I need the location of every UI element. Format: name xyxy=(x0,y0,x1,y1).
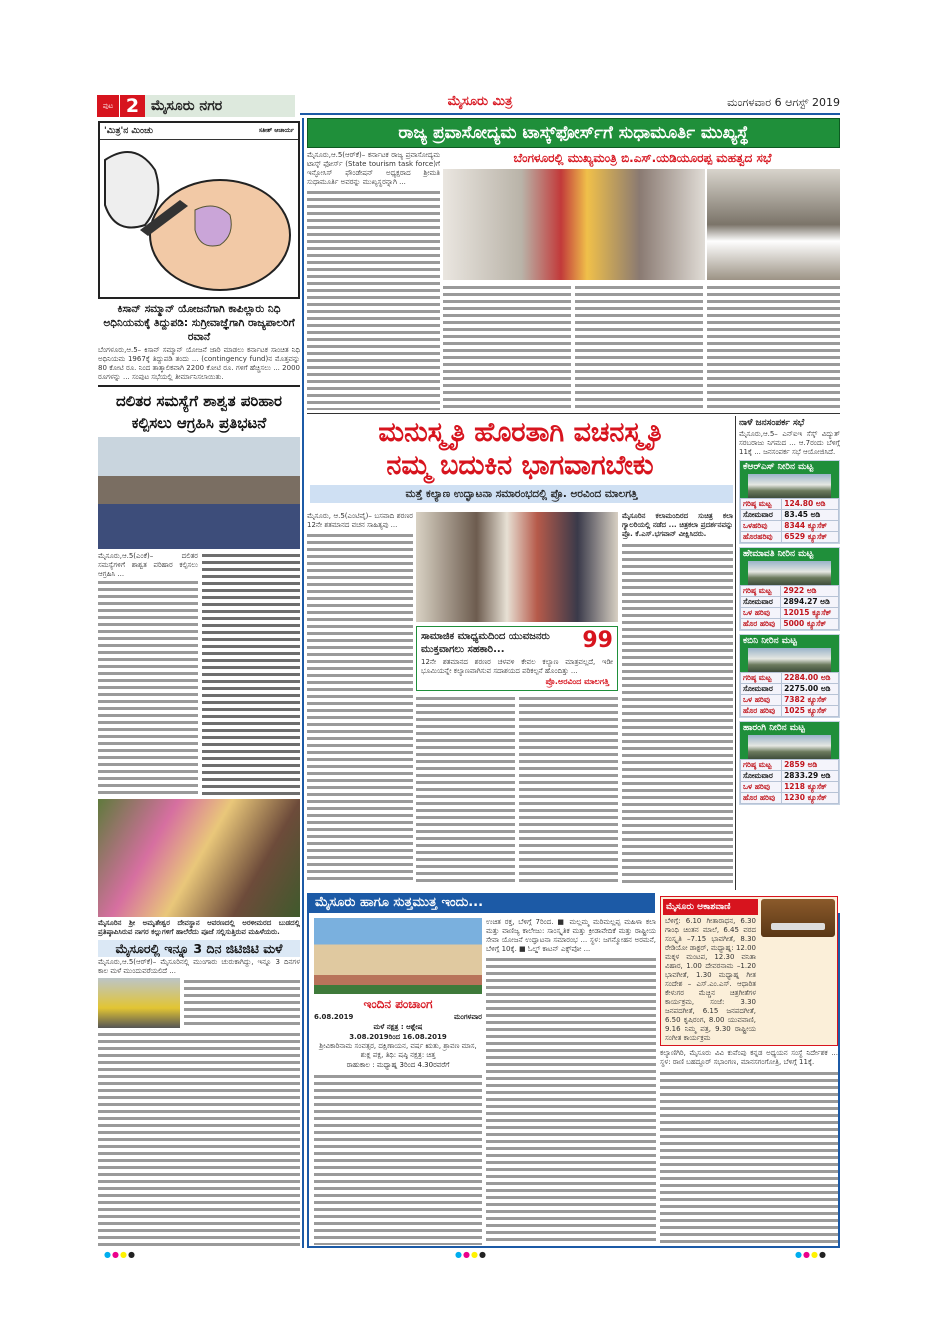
cartoon-title xyxy=(100,123,298,140)
janasampark-body: ಮೈಸೂರು,ಆ.5– ಎನ್‌ಐಇ ಸೆಸ್ಕ್ ವಿದ್ಯುತ್ ಸರಬರಾಜು ನಿಗಮದ ... ಆ.7ರಂದು ಬೆಳಿಗ್ಗೆ 11ಕ್ಕೆ ... ಜನಸಂಪರ್ಕ ಸಭೆ ಆಯೋಜಿಸಿದೆ. xyxy=(739,430,840,456)
lead-text-col1 xyxy=(307,189,440,410)
quote-title: ಸಾಮಾಜಿಕ ಮಾಧ್ಯಮದಿಂದ ಯುವಜನರು ಮುಕ್ತವಾಗಲು ಸಹಕಾರಿ... xyxy=(421,631,550,655)
rain-body: ಮೈಸೂರು,ಆ.5(ಆರ್‌ಕೆ)– ಮೈಸೂರಿನಲ್ಲಿ ಮುಂಗಾರು ಚುರುಕಾಗಿದ್ದು, ಇನ್ನೂ 3 ದಿನಗಳ ಕಾಲ ಮಳೆ ಮುಂದುವರೆಯಲಿದೆ ... xyxy=(98,957,300,975)
quote-author: ಪ್ರೊ.ಅರವಿಂದ ಮಾಲಗತ್ತಿ xyxy=(545,677,609,686)
dam-photo xyxy=(748,561,831,585)
lead-text-col4 xyxy=(707,284,840,410)
dam-level-box xyxy=(739,460,840,544)
lead-body: ಮೈಸೂರು,ಆ.5(ಆರ್‌ಕೆ)– ಕರ್ನಾಟಕ ರಾಜ್ಯ ಪ್ರವಾಸೋದ್ಯಮ ಟಾಸ್ಕ್ ಫೋರ್ಸ್ (State tourism task force)ಗೆ ಇನ್ಫೋಸಿಸ್ ಫೌಂಡೇಷನ್ ಅಧ್ಯಕ್ಷರಾದ ಶ್ರೀಮತಿ ಸುಧಾಮೂರ್ತಿ ಅವರನ್ನು ಮುಖ್ಯಸ್ಥರನ್ನಾಗಿ ... xyxy=(307,151,440,186)
cartoon-artist: ಸತೀಶ್ ಆಚಾರ್ಯ xyxy=(258,127,294,134)
meeting-photo xyxy=(707,169,840,280)
dam-photo xyxy=(748,648,831,672)
dam-title: ಹೇಮಾವತಿ ನೀರಿನ ಮಟ್ಟ xyxy=(743,549,814,559)
palace-photo xyxy=(314,918,482,994)
radio-schedule: ಬೆಳಿಗ್ಗೆ: 6.10 ಗೀತಾರಾಧನ, 6.30 ಗಾಂಧಿ ಚಿಂತನ ಮಾಲೆ, 6.45 ವರದ ಸಂಸ್ಕೃತಿ –7.15 ಭಾವಗೀತೆ, 8.30 ರೇಡಿಯೋ ಡಾಕ್ಟರ್, ಮಧ್ಯಾಹ್ನ: 12.00 ಮಕ್ಕಳ ಮಂಟಪ, 12.30 ವನಿತಾ ವಿಹಾರ, 1.00 ದೇವರನಾಮ –1.20 ಭಾವಗೀತೆ, 1.30 ಮಧ್ಯಾಹ್ನ ಗೀತ ಸಂದೇಶ – ಎಸ್.ಎಂ.ಎಸ್. ಆಧಾರಿತ ಕೇಳುಗರ ಮೆಚ್ಚಿನ ಚಿತ್ರಗೀತೆಗಳ ಕಾರ್ಯಕ್ರಮ, ಸಂಜೆ: 3.30 ಜನಪದಗೀತೆ, 6.15 ಜನಪದಗೀತೆ, 6.50 ಕೃಷಿರಂಗ, 8.00 ಯುವವಾಣಿ, 9.16 ನಿಮ್ಮ ಪತ್ರ, 9.30 ರಾಷ್ಟ್ರೀಯ ಸಂಗೀತ ಕಾರ್ಯಕ್ರಮ xyxy=(665,917,756,1042)
lead-text-col2 xyxy=(443,284,571,410)
quote-text-row xyxy=(416,695,618,884)
dam-level-box xyxy=(739,634,840,718)
dalit-col1 xyxy=(98,552,198,795)
dam-row-value: 1230 ಕ್ಯೂಸೆಕ್ xyxy=(782,793,839,804)
dam-row-label: ಒಳ ಹರಿವು xyxy=(741,782,782,793)
right-column xyxy=(739,417,840,890)
dam-row-value: 2894.27 ಅಡಿ xyxy=(781,597,839,608)
sudhamurthy-photo xyxy=(443,169,705,280)
dam-table xyxy=(740,759,839,804)
dam-row-value: 2859 ಅಡಿ xyxy=(782,760,839,771)
header-rule xyxy=(300,113,840,115)
dam-row xyxy=(741,532,839,543)
radio-column xyxy=(660,896,838,1245)
page-number: 2 xyxy=(119,95,145,117)
dam-row-label: ಹೊರ ಹರಿವು xyxy=(741,706,782,717)
column-rule xyxy=(302,118,304,1248)
manusmriti-subhead: ಮತ್ತೆ ಕಲ್ಯಾಣ ಉದ್ಘಾಟನಾ ಸಮಾರಂಭದಲ್ಲಿ ಪ್ರೊ. ಅರವಿಂದ ಮಾಲಗತ್ತಿ xyxy=(310,485,733,503)
dam-row-label: ಸೋಮವಾರ xyxy=(741,597,781,608)
headline-line-2: ನಮ್ಮ ಬದುಕಿನ ಭಾಗವಾಗಬೇಕು xyxy=(386,450,654,481)
rain-headline: ಮೈಸೂರಲ್ಲಿ ಇನ್ನೂ 3 ದಿನ ಜಿಟಿಜಿಟಿ ಮಳೆ xyxy=(98,940,300,957)
dam-row xyxy=(741,684,839,695)
janasampark-title: ನಾಳೆ ಜನಸಂಪರ್ಕ ಸಭೆ xyxy=(739,418,805,428)
radio-title: ಮೈಸೂರು ಆಕಾಶವಾಣಿ xyxy=(663,899,758,915)
dam-row xyxy=(741,521,839,532)
today-body: ಉಚಿತ ರಕ್ತ, ಬೆಳಿಗ್ಗೆ 7ರಿಂದ. ■ ಮಲ್ಲಮ್ಮ ಮರಿಮಲ್ಲಪ್ಪ ಮಹಿಳಾ ಕಲಾ ಮತ್ತು ವಾಣಿಜ್ಯ ಕಾಲೇಜು: ಸಾಂಸ್ಕೃತಿಕ ಮತ್ತು ಕ್ರೀಡಾವೇದಿಕೆ ಮತ್ತು ರಾಷ್ಟ್ರೀಯ ಸೇವಾ ಯೋಜನೆ ಉದ್ಘಾಟನಾ ಸಮಾರಂಭ ... ಸ್ಥಳ: ಜಗನ್ಮೋಹನ ಅರಮನೆ, ಬೆಳಿಗ್ಗೆ 10ಕ್ಕೆ. ■ ಓಲ್ಡ್ ಕಾಟನ್ ಎಕ್ಸ್‌ಪೋ ... xyxy=(486,918,656,953)
dam-row xyxy=(741,510,839,521)
manusmriti-col1 xyxy=(307,512,413,884)
masthead: ಮೈಸೂರು ಮಿತ್ರ xyxy=(447,94,513,109)
dam-row xyxy=(741,673,839,684)
dam-row-label: ಗರಿಷ್ಠ ಮಟ್ಟ xyxy=(741,760,782,771)
dam-level-box xyxy=(739,721,840,805)
lead-headline: ರಾಜ್ಯ ಪ್ರವಾಸೋದ್ಯಮ ಟಾಸ್ಕ್‌ಫೋರ್ಸ್‌ಗೆ ಸುಧಾಮೂರ್ತಿ ಮುಖ್ಯಸ್ಥೆ xyxy=(307,118,840,148)
dam-table xyxy=(740,672,839,717)
dalit-body: ಮೈಸೂರು,ಆ.5(ಎಂಕೆ)– ದಲಿತರ ಸಮಸ್ಯೆಗಳಿಗೆ ಶಾಶ್ವತ ಪರಿಹಾರ ಕಲ್ಪಿಸಲು ಆಗ್ರಹಿಸಿ ... xyxy=(98,552,198,578)
panchanga-star: ಮಳೆ ನಕ್ಷತ್ರ : ಆಶ್ಲೇಷ xyxy=(373,1023,423,1031)
panchanga-weekday: ಮಂಗಳವಾರ xyxy=(453,1013,482,1021)
panchanga-details: ಶ್ರೀವಿಕಾರಿನಾಮ ಸಂವತ್ಸರ, ದಕ್ಷಿಣಾಯನ, ವರ್ಷ ಋತು, ಶ್ರಾವಣ ಮಾಸ, ಶುಕ್ಲ ಪಕ್ಷ, ತಿಥಿ: ಷಷ್ಠಿ ನಕ್ಷತ್ರ: ಚಿತ್ತ xyxy=(314,1042,482,1060)
lead-text-col3 xyxy=(575,284,703,410)
registration-marks: ●●●● xyxy=(104,1250,136,1259)
dam-photo xyxy=(748,474,831,498)
kisan-body: ಬೆಂಗಳೂರು,ಆ.5– ಕಿಸಾನ್ ಸಮ್ಮಾನ್ ಯೋಜನೆ ಜಾರಿ ಮಾಡಲು ಕರ್ನಾಟಕ ಸಾಂಚಿತ ನಿಧಿ ಅಧಿನಿಯಮ 1967ಕ್ಕೆ ತಿದ್ದುಪಡಿ ತಂದು ... (contingency fund)ನ ಮೊತ್ತವನ್ನು 80 ಕೋಟಿ ರೂ. ನಿಂದ ತಾತ್ಕಾಲಿಕವಾಗಿ 2200 ಕೋಟಿ ರೂ. ಗಳಿಗೆ ಹೆಚ್ಚಿಸಲು ... 2000 ರೂಗಳನ್ನು ... ಸಂಪುಟ ಸಭೆಯಲ್ಲಿ ತೀರ್ಮಾನಿಸಲಾಯಿತು. xyxy=(98,346,300,381)
dam-row-label: ಸೋಮವಾರ xyxy=(741,771,782,782)
quote-mark: 99 xyxy=(582,628,613,653)
dam-row-label: ಒಳ ಹರಿವು xyxy=(741,608,781,619)
section-title: ಮೈಸೂರು ನಗರ xyxy=(145,95,295,117)
dam-row-value: 2833.29 ಅಡಿ xyxy=(782,771,839,782)
rain-photo-row xyxy=(98,978,300,1028)
panchanga-title: ಇಂದಿನ ಪಂಚಾಂಗ xyxy=(363,997,433,1011)
dam-row xyxy=(741,793,839,804)
manusmriti-text-col2 xyxy=(416,695,515,884)
lead-col1 xyxy=(307,151,440,410)
dam-row xyxy=(741,586,839,597)
dam-row-label: ಗರಿಷ್ಠ ಮಟ್ಟ xyxy=(741,673,782,684)
dam-row-value: 2284.00 ಅಡಿ xyxy=(782,673,839,684)
dam-row xyxy=(741,706,839,717)
cartoon-title-text: 'ಮಿತ್ರ'ನ ಮಿಂಚು xyxy=(104,126,154,136)
protest-photo xyxy=(98,437,300,549)
today-column xyxy=(486,918,656,1245)
dam-row xyxy=(741,499,839,510)
dam-photo xyxy=(748,735,831,759)
panchanga-date: 6.08.2019 xyxy=(314,1013,354,1021)
cartoon-drawing xyxy=(100,140,298,298)
page-label: ಪುಟ xyxy=(97,95,119,117)
divider xyxy=(307,413,840,414)
dam-row-value: 83.45 ಅಡಿ xyxy=(782,510,839,521)
panchanga-rahukala: ರಾಹುಕಾಲ : ಮಧ್ಯಾಹ್ನ 3ರಿಂದ 4.30ರವರೆಗೆ xyxy=(346,1061,450,1069)
left-column xyxy=(98,121,300,1246)
dam-levels xyxy=(739,460,840,808)
manusmriti-side-body: ಮೈಸೂರಿನ ಕಲಾಮಂದಿರದ ಸುಚಿತ್ರ ಕಲಾ ಗ್ಯಾಲರಿಯಲ್ಲಿ ನಡೆದ ... ಚಿತ್ರಕಲಾ ಪ್ರದರ್ಶನವನ್ನು ಪ್ರೊ. ಕೆ.ಎಸ್.ಭಗವಾನ್ ವೀಕ್ಷಿಸಿದರು. xyxy=(622,512,733,538)
manusmriti-text-col3 xyxy=(519,695,618,884)
dam-row-label: ಗರಿಷ್ಠ ಮಟ್ಟ xyxy=(741,499,782,510)
manusmriti-body: ಮೈಸೂರು, ಆ.5(ಎಂಟಿವೈ)– ಬಸವಾದಿ ಶರಣರ 12ನೇ ಶತಮಾನದ ವಚನ ಸಾಹಿತ್ಯವು ... xyxy=(307,512,413,529)
today-text-col0 xyxy=(314,1073,482,1245)
panchanga-range: 3.08.2019ರಿಂದ 16.08.2019 xyxy=(349,1033,447,1041)
dam-row-label: ಹೊರಹರಿವು xyxy=(741,532,782,543)
dam-row xyxy=(741,782,839,793)
column-rule xyxy=(735,416,736,890)
dam-row-label: ಸೋಮವಾರ xyxy=(741,684,782,695)
dam-row-value: 2275.00 ಅಡಿ xyxy=(782,684,839,695)
quote-box xyxy=(416,626,618,691)
dam-row-label: ಗರಿಷ್ಠ ಮಟ್ಟ xyxy=(741,586,781,597)
dam-row xyxy=(741,760,839,771)
dam-row-value: 2922 ಅಡಿ xyxy=(781,586,839,597)
dam-row-value: 1025 ಕ್ಯೂಸೆಕ್ xyxy=(782,706,839,717)
manusmriti-side xyxy=(622,512,733,884)
dalit-text-col1 xyxy=(98,579,198,795)
kisan-headline: ಕಿಸಾನ್ ಸಮ್ಮಾನ್ ಯೋಜನೆಗಾಗಿ ಕಾಪಿಲ್ಲಾರು ನಿಧಿ ಅಧಿನಿಯಮಕ್ಕೆ ತಿದ್ದುಪಡಿ: ಸುಗ್ರೀವಾಜ್ಞೆಗಾಗಿ ರಾಜ್ಯಪಾಲರಿಗೆ ರವಾನೆ xyxy=(103,303,295,343)
quote-body: 12ನೇ ಶತಮಾನದ ಶರಣರ ಚಳವಳಿ ಕೇವಲ ಕಲ್ಯಾಣ ಮಾತ್ರವಲ್ಲದೆ, ಇಡೀ ಭೂಮಿಯನ್ನೇ ಕಲ್ಯಾಣವಾಗಿಸುವ ಸದಾಶಯದ ಪರಿಕಲ್ಪನೆ ಹೊಂದಿತ್ತು ... xyxy=(421,658,613,675)
today-text-col2 xyxy=(660,1070,838,1245)
dam-row xyxy=(741,608,839,619)
registration-marks: ●●●● xyxy=(795,1250,827,1259)
manusmriti-head-block xyxy=(307,416,733,508)
panchanga-column xyxy=(314,918,482,1245)
radio-after: ಕಲ್ಯಾಣಿಗಿರಿ, ಮೈಸೂರು ವಿವಿ ಕುವೆಂಪು ಕನ್ನಡ ಅಧ್ಯಯನ ಸಂಸ್ಥೆ ನಿರ್ದೇಶಕ ... ಸ್ಥಳ: ರಾಣಿ ಬಹದ್ದೂರ್ ಸಭಾಂಗಣ, ಮಾನಸಗಂಗೋತ್ರಿ, ಬೆಳಿಗ್ಗೆ 11ಕ್ಕೆ. xyxy=(660,1049,838,1066)
dam-row-label: ಸೋಮವಾರ xyxy=(741,510,782,521)
cartoon xyxy=(98,121,300,299)
dam-row xyxy=(741,597,839,608)
temple-caption: ಮೈಸೂರಿನ ಶ್ರೀ ಅಮೃತೇಶ್ವರ ದೇವಸ್ಥಾನ ಆವರಣದಲ್ಲಿ ಅರಳೀಮರದ ಬುಡದಲ್ಲಿ ಪ್ರತಿಷ್ಠಾಪಿಸಿರುವ ನಾಗರ ಕಲ್ಲುಗಳಿಗೆ ಹಾಲೆರೆದು ಪೂಜೆ ಸಲ್ಲಿಸುತ್ತಿರುವ ಮಹಿಳೆಯರು. xyxy=(98,918,300,936)
dam-row xyxy=(741,619,839,630)
rain-text-2 xyxy=(98,1031,300,1247)
dam-row xyxy=(741,695,839,706)
dalit-story xyxy=(98,552,300,795)
dam-row-value: 7382 ಕ್ಯೂಸೆಕ್ xyxy=(782,695,839,706)
manusmriti-text-col1 xyxy=(307,532,413,884)
dalit-text-col2 xyxy=(202,552,300,795)
lead-subhead: ಬೆಂಗಳೂರಲ್ಲಿ ಮುಖ್ಯಮಂತ್ರಿ ಬಿ.ಎಸ್.ಯಡಿಯೂರಪ್ಪ ಮಹತ್ವದ ಸಭೆ xyxy=(513,151,772,165)
rain-text xyxy=(184,978,300,1028)
divider xyxy=(98,385,300,387)
dam-title: ಕೆಆರ್‌ಎಸ್ ನೀರಿನ ಮಟ್ಟ xyxy=(743,462,814,472)
panchanga-date-row xyxy=(314,1012,482,1022)
dam-row-value: 12015 ಕ್ಯೂಸೆಕ್ xyxy=(781,608,839,619)
dalit-headline: ದಲಿತರ ಸಮಸ್ಯೆಗೆ ಶಾಶ್ವತ ಪರಿಹಾರ ಕಲ್ಪಿಸಲು ಆಗ್ರಹಿಸಿ ಪ್ರತಿಭಟನೆ xyxy=(116,392,282,432)
rain-photo xyxy=(98,978,180,1028)
dam-row-label: ಹೊರ ಹರಿವು xyxy=(741,619,781,630)
headline-line-1: ಮನುಸ್ಮೃತಿ ಹೊರತಾಗಿ ವಚನಸ್ಮೃತಿ xyxy=(378,417,662,448)
manusmriti-text-col4 xyxy=(622,542,733,884)
dam-title: ಹಾರಂಗಿ ನೀರಿನ ಮಟ್ಟ xyxy=(743,723,805,733)
dam-row-value: 6529 ಕ್ಯೂಸೆಕ್ xyxy=(782,532,839,543)
dam-row-label: ಒಳ ಹರಿವು xyxy=(741,695,782,706)
dam-title: ಕಬಿನಿ ನೀರಿನ ಮಟ್ಟ xyxy=(743,636,797,646)
dam-row-value: 124.80 ಅಡಿ xyxy=(782,499,839,510)
dam-row-value: 5000 ಕ್ಯೂಸೆಕ್ xyxy=(781,619,839,630)
dam-row-value: 1218 ಕ್ಯೂಸೆಕ್ xyxy=(782,782,839,793)
dam-table xyxy=(740,585,839,630)
dam-row xyxy=(741,771,839,782)
registration-marks: ●●●● xyxy=(455,1250,487,1259)
date: ಮಂಗಳವಾರ 6 ಆಗಸ್ಟ್ 2019 xyxy=(727,96,840,109)
radio-icon xyxy=(761,899,835,937)
dam-row-label: ಹೊರ ಹರಿವು xyxy=(741,793,782,804)
dam-table xyxy=(740,498,839,543)
today-header: ಮೈಸೂರು ಹಾಗೂ ಸುತ್ತಮುತ್ತ ಇಂದು... xyxy=(307,893,655,913)
temple-photo xyxy=(98,799,300,917)
dam-level-box xyxy=(739,547,840,631)
exhibition-photo xyxy=(416,512,618,622)
dam-row-label: ಒಳಹರಿವು xyxy=(741,521,782,532)
dam-row-value: 8344 ಕ್ಯೂಸೆಕ್ xyxy=(782,521,839,532)
radio-box xyxy=(660,896,838,1046)
manusmriti-headline xyxy=(307,416,733,482)
today-text-col1 xyxy=(486,956,656,1245)
quote-column xyxy=(416,626,618,884)
